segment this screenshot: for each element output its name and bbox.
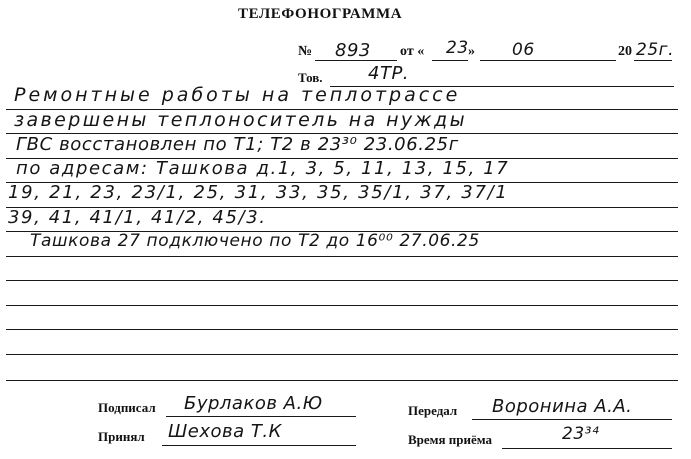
year-underline	[634, 60, 672, 61]
body-line-6: 39, 41, 41/1, 41/2, 45/3.	[8, 207, 267, 228]
date-from-label: от «	[400, 44, 425, 59]
day-close-quote: »	[468, 44, 475, 59]
body-rule-11	[6, 354, 678, 355]
date-month: 06	[512, 40, 535, 60]
date-year: 25г.	[636, 40, 674, 60]
recipient-label: Тов.	[298, 70, 323, 85]
body-line-4: по адресам: Ташкова д.1, 3, 5, 11, 13, 15, 17	[16, 158, 510, 179]
number-value: 893	[335, 40, 371, 61]
received-label: Принял	[98, 429, 145, 444]
body-rule-10	[6, 329, 678, 330]
body-rule-7	[6, 256, 678, 257]
time-underline	[502, 448, 672, 449]
body-rule-9	[6, 305, 678, 306]
body-line-1: Ремонтные работы на теплотрассе	[14, 84, 461, 106]
body-rule-8	[6, 280, 678, 281]
received-underline	[162, 445, 356, 446]
received-value: Шехова Т.К	[168, 421, 282, 442]
number-label: №	[298, 44, 313, 59]
document-title: ТЕЛЕФОНОГРАММА	[238, 6, 403, 22]
date-day: 23	[446, 38, 469, 58]
year-prefix: 20	[618, 44, 632, 59]
transmitted-value: Воронина А.А.	[492, 396, 633, 417]
signed-underline	[166, 416, 356, 417]
day-underline	[432, 60, 468, 61]
time-value: 23³⁴	[562, 424, 600, 444]
body-rule-12	[6, 380, 678, 381]
transmitted-label: Передал	[408, 403, 458, 418]
signed-value: Бурлаков А.Ю	[184, 393, 323, 414]
body-line-7: Ташкова 27 подключено по Т2 до 16⁰⁰ 27.06.25	[30, 231, 480, 251]
body-line-5: 19, 21, 23, 23/1, 25, 31, 33, 35, 35/1, 37, 37/1	[8, 182, 509, 203]
month-underline	[480, 60, 616, 61]
body-line-2: завершены теплоноситель на нужды	[14, 109, 467, 131]
signed-label: Подписал	[98, 400, 156, 415]
body-line-3: ГВС восстановлен по Т1; Т2 в 23³⁰ 23.06.25г	[16, 134, 459, 155]
recipient-value: 4ТР.	[368, 63, 410, 84]
time-label: Время приёма	[408, 432, 493, 447]
transmitted-underline	[472, 419, 672, 420]
